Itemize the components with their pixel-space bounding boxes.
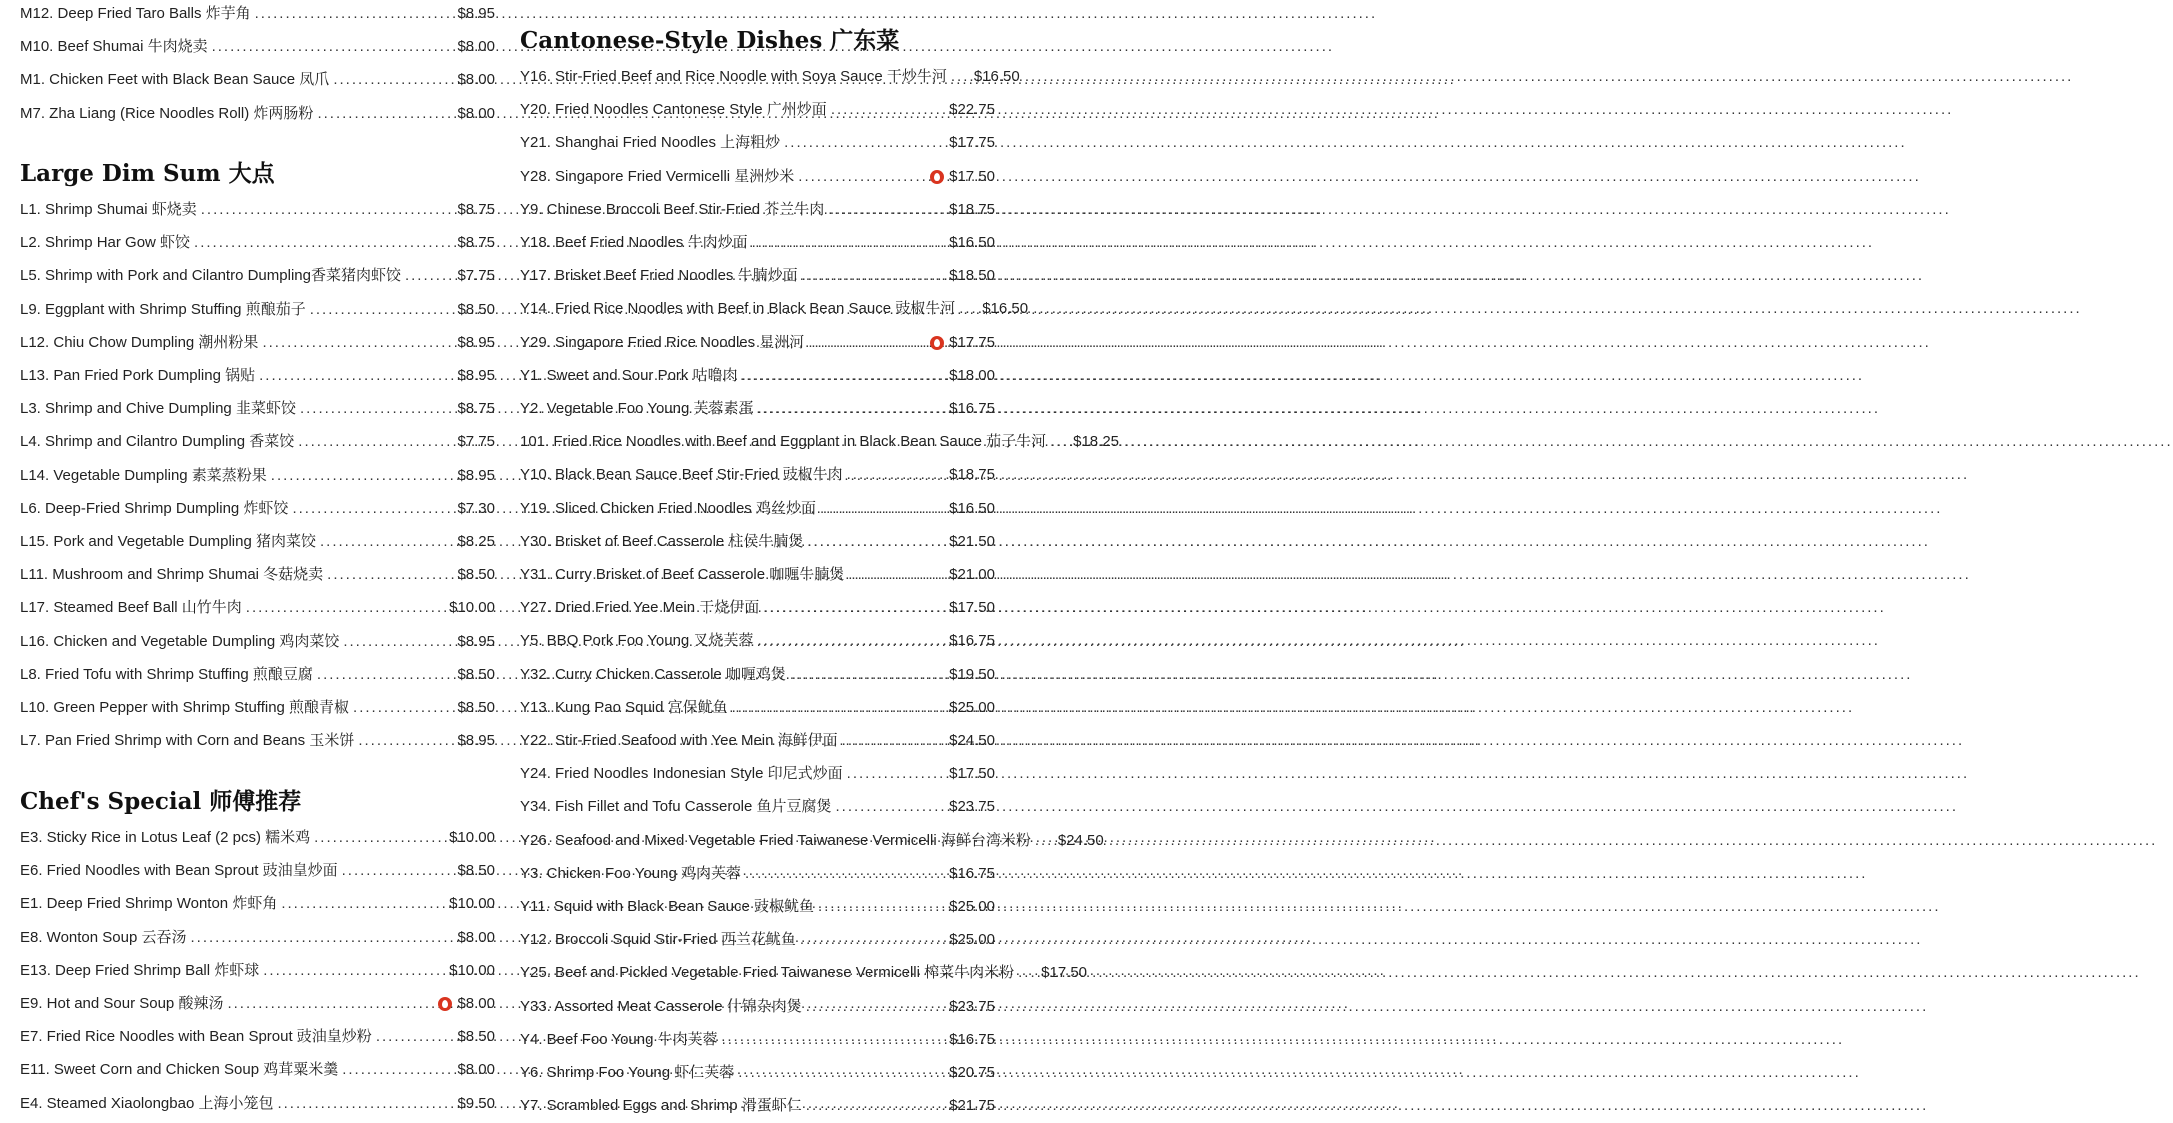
menu-item-name: M1. Chicken Feet with Black Bean Sauce 凤爪 [20, 71, 330, 89]
dot-leader [212, 36, 455, 58]
menu-item[interactable] [520, 232, 995, 254]
dot-leader [808, 332, 927, 354]
menu-item-name: Y12. Broccoli Squid Stir-Fried 西兰花鱿鱼 [520, 931, 796, 949]
dot-leader [333, 69, 454, 91]
menu-item-name: Y13. Kung Pao Squid 宫保鱿鱼 [520, 698, 728, 716]
dot-leader [405, 265, 454, 287]
menu-item[interactable] [20, 1059, 495, 1081]
dot-leader [784, 132, 946, 154]
menu-item-name: Y28. Singapore Fried Vermicelli 星洲炒米 [520, 167, 795, 185]
menu-item-name: Y19. Sliced Chicken Fried Noodles 鸡丝炒面 [520, 499, 816, 517]
menu-item-price: $8.95 [457, 466, 495, 484]
dot-leader [263, 960, 446, 982]
dot-leader [763, 597, 946, 619]
menu-item[interactable] [20, 103, 495, 125]
menu-item[interactable] [20, 498, 495, 520]
menu-item-name: L14. Vegetable Dumpling 素菜蒸粉果 [20, 466, 267, 484]
menu-item[interactable] [520, 365, 995, 387]
menu-item-price: $22.75 [949, 101, 995, 119]
menu-item[interactable] [520, 763, 995, 785]
menu-item[interactable] [20, 36, 495, 58]
menu-item-price: $8.75 [457, 234, 495, 252]
dot-leader [255, 3, 455, 25]
menu-item-price: $8.50 [457, 665, 495, 683]
menu-item-name: Y27. Dried Fried Yee Mein 干烧伊面 [520, 599, 760, 617]
menu-item-price: $16.75 [949, 864, 995, 882]
menu-item-name: Y34. Fish Fillet and Tofu Casserole 鱼片豆腐煲 [520, 798, 832, 816]
menu-item-name: E13. Deep Fried Shrimp Ball 炸虾球 [20, 961, 260, 979]
menu-item[interactable] [520, 464, 995, 486]
menu-item-price: $17.50 [949, 167, 995, 185]
menu-item[interactable] [520, 66, 1020, 88]
menu-item[interactable] [20, 398, 495, 420]
dot-leader [292, 498, 454, 520]
menu-item-name: Y10. Black Bean Sauce Beef Stir-Fried 豉椒牛肉 [520, 466, 843, 484]
spicy-flame-icon [930, 336, 944, 350]
menu-item[interactable] [520, 929, 995, 951]
menu-item[interactable] [20, 697, 495, 719]
dot-leader [310, 299, 455, 321]
menu-item-price: $10.00 [449, 895, 495, 913]
dot-leader [314, 827, 446, 849]
menu-item[interactable] [20, 927, 495, 949]
menu-item-name: 101. Fried Rice Noodles with Beef and Eggplant in Black Bean Sauce 茄子牛河 [520, 433, 1047, 451]
menu-item-price: $20.75 [949, 1064, 995, 1081]
menu-item-price: $16.75 [949, 632, 995, 650]
menu-item-price: $8.95 [457, 333, 495, 351]
dot-leader [742, 365, 947, 387]
menu-item[interactable] [20, 465, 495, 487]
dot-leader [194, 232, 454, 254]
menu-item[interactable] [520, 431, 1120, 453]
section-heading-large-dim-sum: Large Dim Sum 大点 [20, 160, 275, 187]
menu-item-name: L6. Deep-Fried Shrimp Dumpling 炸虾饺 [20, 499, 289, 517]
dot-leader [358, 730, 454, 752]
menu-item[interactable] [20, 1026, 495, 1048]
menu-item[interactable] [20, 332, 495, 354]
dot-leader [281, 893, 446, 915]
menu-item-price: $16.50 [973, 68, 1020, 85]
section-heading-cantonese-style-dishes: Cantonese-Style Dishes 广东菜 [520, 27, 900, 54]
menu-item[interactable] [20, 299, 495, 321]
menu-item-name: Y30. Brisket of Beef Casserole 柱侯牛腩煲 [520, 532, 804, 550]
menu-item-price: $8.50 [457, 300, 495, 318]
menu-item-name: L17. Steamed Beef Ball 山竹牛肉 [20, 599, 242, 617]
dot-leader [836, 796, 947, 818]
menu-item-price: $18.50 [949, 267, 995, 285]
menu-item-name: E11. Sweet Corn and Chicken Soup 鸡茸粟米羹 [20, 1061, 339, 1079]
menu-item-price: $21.00 [949, 566, 995, 583]
dot-leader [790, 664, 946, 686]
menu-item-price: $21.50 [949, 532, 995, 550]
menu-item-name: M10. Beef Shumai 牛肉烧卖 [20, 38, 208, 56]
menu-item[interactable] [520, 863, 995, 885]
dot-leader [951, 66, 971, 88]
menu-item[interactable] [20, 860, 495, 882]
menu-item-price: $18.75 [949, 466, 995, 484]
menu-item-name: Y29. Singapore Fried Rice Noodles 星洲河 [520, 333, 805, 351]
menu-item[interactable] [20, 730, 495, 752]
menu-item-price: $8.50 [457, 566, 495, 584]
menu-item-name: M12. Deep Fried Taro Balls 炸芋角 [20, 5, 251, 22]
dot-leader [806, 996, 946, 1018]
menu-item[interactable] [20, 199, 495, 221]
menu-item[interactable] [520, 166, 995, 188]
menu-item-price: $19.50 [949, 665, 995, 683]
menu-item[interactable] [520, 1029, 995, 1051]
dot-leader [259, 365, 454, 387]
dot-leader [300, 398, 455, 420]
menu-item[interactable] [20, 827, 495, 849]
menu-item[interactable] [520, 996, 995, 1018]
dot-leader [327, 564, 454, 586]
menu-item[interactable] [520, 99, 995, 121]
menu-item-price: $17.50 [1041, 964, 1088, 982]
menu-item[interactable] [520, 630, 995, 652]
dot-leader [342, 1059, 454, 1081]
menu-item-price: $24.50 [1057, 831, 1104, 849]
menu-item-price: $8.95 [457, 5, 495, 22]
menu-item-name: Y2. Vegetable Foo Young 芙蓉素蛋 [520, 400, 754, 417]
section-heading-chef-s-special: Chef's Special 师傅推荐 [20, 788, 302, 815]
menu-item-price: $8.00 [457, 104, 495, 122]
dot-leader [722, 1029, 946, 1051]
menu-item-price: $23.75 [949, 798, 995, 816]
menu-item-price: $10.00 [449, 829, 495, 846]
menu-item-price: $18.00 [949, 366, 995, 384]
menu-item-price: $8.50 [457, 862, 495, 880]
menu-item-name: L1. Shrimp Shumai 虾烧卖 [20, 201, 197, 218]
menu-item-name: E4. Steamed Xiaolongbao 上海小笼包 [20, 1094, 274, 1112]
menu-item-name: Y11. Squid with Black Bean Sauce 豉椒鱿鱼 [520, 898, 815, 915]
menu-item-name: L16. Chicken and Vegetable Dumpling 鸡肉菜饺 [20, 632, 340, 650]
menu-item-name: L2. Shrimp Har Gow 虾饺 [20, 234, 191, 252]
menu-item[interactable] [20, 531, 495, 553]
menu-item-price: $8.00 [457, 71, 495, 89]
dot-leader [807, 531, 946, 553]
menu-item-name: Y6. Shrimp Foo Young 虾仁芙蓉 [520, 1064, 735, 1081]
dot-leader [732, 697, 946, 719]
dot-leader [317, 103, 454, 125]
menu-item[interactable] [20, 1093, 495, 1115]
menu-item[interactable] [520, 730, 995, 752]
menu-item-price: $8.75 [457, 400, 495, 418]
dot-leader [1035, 830, 1055, 852]
menu-item[interactable] [20, 564, 495, 586]
menu-item-price: $18.75 [949, 200, 995, 218]
menu-item-name: L13. Pan Fried Pork Dumpling 锅贴 [20, 367, 256, 384]
dot-leader [227, 993, 435, 1015]
menu-item-name: Y24. Fried Noodles Indonesian Style 印尼式炒面 [520, 765, 843, 783]
menu-item-price: $17.75 [949, 134, 995, 152]
menu-item-name: Y33. Assorted Meat Casserole 什锦杂肉煲 [520, 997, 802, 1015]
menu-item-name: Y14. Fried Rice Noodles with Beef in Black Bean Sauce 豉椒牛河 [520, 300, 956, 318]
menu-item-name: Y31. Curry Brisket of Beef Casserole 咖喱牛腩煲 [520, 566, 845, 583]
menu-item-price: $16.50 [949, 499, 995, 517]
dot-leader [317, 664, 455, 686]
menu-item-price: $23.75 [949, 997, 995, 1015]
menu-item-price: $16.75 [949, 400, 995, 417]
menu-item[interactable] [20, 893, 495, 915]
menu-item[interactable] [520, 332, 995, 354]
dot-leader [1050, 431, 1070, 453]
dot-leader [828, 199, 946, 221]
menu-item-price: $7.75 [457, 433, 495, 451]
dot-leader [271, 465, 455, 487]
menu-item-name: Y20. Fried Noodles Cantonese Style 广州炒面 [520, 101, 827, 119]
dot-leader [298, 431, 454, 453]
dot-leader [847, 464, 946, 486]
menu-item-name: L7. Pan Fried Shrimp with Corn and Beans 玉米饼 [20, 732, 355, 750]
dot-leader [246, 597, 446, 619]
menu-item-price: $25.00 [949, 931, 995, 949]
menu-item[interactable] [520, 531, 995, 553]
menu-item-price: $17.75 [949, 333, 995, 351]
menu-item-price: $16.50 [982, 300, 1029, 318]
dot-leader [758, 398, 947, 420]
menu-item-name: Y7. Scrambled Eggs and Shrimp 滑蛋虾仁 [520, 1097, 802, 1115]
menu-item-price: $10.00 [449, 961, 495, 979]
menu-item[interactable] [20, 431, 495, 453]
menu-item[interactable] [520, 697, 995, 719]
dot-leader [353, 697, 454, 719]
dot-leader [738, 1062, 946, 1084]
menu-item-name: E9. Hot and Sour Soup 酸辣汤 [20, 995, 224, 1012]
menu-item-name: L9. Eggplant with Shrimp Stuffing 煎酿茄子 [20, 300, 306, 318]
menu-item-price: $25.00 [949, 698, 995, 716]
menu-item[interactable] [20, 597, 495, 619]
menu-item-price: $18.25 [1073, 433, 1120, 451]
menu-item[interactable] [520, 664, 995, 686]
menu-item-price: $8.00 [457, 38, 495, 56]
menu-item-price: $8.95 [457, 367, 495, 384]
menu-item[interactable] [20, 265, 495, 287]
menu-item[interactable] [520, 564, 995, 586]
menu-item-name: L5. Shrimp with Pork and Cilantro Dumpling香菜猪肉虾饺 [20, 267, 401, 285]
menu-item[interactable] [520, 498, 995, 520]
dot-leader [277, 1093, 454, 1115]
dot-leader [376, 1026, 455, 1048]
menu-item[interactable] [520, 896, 995, 918]
menu-item-name: L15. Pork and Vegetable Dumpling 猪肉菜饺 [20, 533, 316, 550]
dot-leader [262, 332, 454, 354]
dot-leader [800, 929, 946, 951]
menu-item-price: $8.00 [457, 1061, 495, 1079]
menu-item-name: Y16. Stir-Fried Beef and Rice Noodle with Soya Sauce 干炒牛河 [520, 68, 947, 85]
menu-item[interactable] [520, 1062, 995, 1084]
menu-item-name: Y9. Chinese Broccoli Beef Stir-Fried 芥兰牛肉 [520, 200, 825, 218]
menu-item-name: E7. Fried Rice Noodles with Bean Sprout 豉油皇炒粉 [20, 1028, 372, 1046]
menu-item-price: $8.95 [457, 632, 495, 650]
dot-leader [1018, 962, 1038, 984]
menu-item-price: $8.50 [457, 1028, 495, 1046]
menu-item[interactable] [520, 1095, 995, 1117]
dot-leader [818, 896, 946, 918]
menu-item-name: Y32. Curry Chicken Casserole 咖喱鸡煲 [520, 665, 786, 683]
menu-item-name: L10. Green Pepper with Shrimp Stuffing 煎酿青椒 [20, 699, 350, 716]
menu-item-price: $8.00 [457, 995, 495, 1012]
menu-item-name: Y26. Seafood and Mixed Vegetable Fried Taiwanese Vermicelli 海鲜台湾米粉 [520, 831, 1031, 849]
menu-item-name: E6. Fried Noodles with Bean Sprout 豉油皇炒面 [20, 862, 338, 880]
menu-item-price: $7.75 [457, 267, 495, 285]
menu-item[interactable] [20, 3, 495, 25]
menu-item[interactable] [20, 365, 495, 387]
spicy-flame-icon [930, 170, 944, 184]
menu-item-name: L3. Shrimp and Chive Dumpling 韭菜虾饺 [20, 400, 296, 418]
dot-leader [847, 763, 946, 785]
dot-leader [842, 730, 946, 752]
menu-item[interactable] [20, 631, 495, 653]
menu-item-price: $21.75 [949, 1097, 995, 1115]
dot-leader [752, 232, 947, 254]
menu-item-name: E8. Wonton Soup 云吞汤 [20, 928, 187, 946]
dot-leader [320, 531, 454, 553]
dot-leader [806, 1095, 946, 1117]
dot-leader [745, 863, 946, 885]
dot-leader [831, 99, 946, 121]
menu-item[interactable] [520, 298, 1029, 320]
dot-leader [757, 630, 946, 652]
menu-item[interactable] [20, 664, 495, 686]
menu-item-name: E1. Deep Fried Shrimp Wonton 炸虾角 [20, 895, 278, 913]
menu-item-price: $16.75 [949, 1030, 995, 1048]
menu-item-name: Y17. Brisket Beef Fried Noodles 牛腩炒面 [520, 267, 798, 285]
menu-item[interactable] [520, 265, 995, 287]
menu-item-name: Y22. Stir-Fried Seafood with Yee Mein 海鲜伊面 [520, 732, 838, 749]
menu-item-price: $8.75 [457, 201, 495, 218]
menu-item-price: $8.25 [457, 533, 495, 550]
menu-item-name: Y4. Beef Foo Young 牛肉芙蓉 [520, 1030, 718, 1048]
menu-item-price: $7.30 [457, 499, 495, 517]
dot-leader [848, 564, 946, 586]
menu-item-name: L8. Fried Tofu with Shrimp Stuffing 煎酿豆腐 [20, 665, 313, 683]
menu-item-name: Y18. Beef Fried Noodles 牛肉炒面 [520, 234, 748, 251]
menu-item[interactable] [520, 796, 995, 818]
dot-leader [802, 265, 947, 287]
menu-item-price: $9.50 [457, 1094, 495, 1112]
menu-item-name: E3. Sticky Rice in Lotus Leaf (2 pcs) 糯米鸡 [20, 829, 311, 846]
menu-item-price: $17.50 [949, 599, 995, 617]
menu-item[interactable] [520, 199, 995, 221]
menu-item-name: M7. Zha Liang (Rice Noodles Roll) 炸两肠粉 [20, 104, 314, 122]
dot-leader [342, 860, 455, 882]
menu-item-name: Y1. Sweet and Sour Pork 咕噜肉 [520, 366, 738, 384]
menu-item[interactable] [20, 232, 495, 254]
menu-item-name: L4. Shrimp and Cilantro Dumpling 香菜饺 [20, 433, 295, 451]
menu-item-name: Y3. Chicken Foo Young 鸡肉芙蓉 [520, 864, 741, 882]
menu-item[interactable] [20, 993, 495, 1015]
dot-leader [959, 298, 979, 320]
dot-leader [343, 631, 454, 653]
menu-item-price: $16.50 [949, 234, 995, 251]
menu-item-price: $25.00 [949, 898, 995, 915]
menu-item-price: $10.00 [449, 599, 495, 617]
menu-item[interactable] [20, 69, 495, 91]
menu-item-price: $8.95 [457, 732, 495, 750]
menu-item[interactable] [520, 132, 995, 154]
menu-item-price: $8.00 [457, 928, 495, 946]
menu-item-name: Y21. Shanghai Fried Noodles 上海粗炒 [520, 134, 781, 152]
menu-item-name: L12. Chiu Chow Dumpling 潮州粉果 [20, 333, 259, 351]
menu-item-name: Y25. Beef and Pickled Vegetable Fried Taiwanese Vermicelli 榨菜牛肉米粉 [520, 964, 1015, 982]
dot-leader [798, 166, 927, 188]
dot-leader [190, 927, 454, 949]
menu-item[interactable] [520, 398, 995, 420]
menu-item[interactable] [520, 597, 995, 619]
menu-item[interactable] [20, 960, 495, 982]
menu-item-name: Y5. BBQ Pork Foo Young 叉烧芙蓉 [520, 632, 754, 650]
menu-item[interactable] [520, 962, 1088, 984]
dot-leader [201, 199, 455, 221]
menu-item[interactable] [520, 830, 1104, 852]
dot-leader [820, 498, 946, 520]
menu-item-name: L11. Mushroom and Shrimp Shumai 冬菇烧卖 [20, 566, 324, 584]
menu-item-price: $8.50 [457, 699, 495, 716]
menu-item-price: $24.50 [949, 732, 995, 749]
menu-item-price: $17.50 [949, 765, 995, 783]
